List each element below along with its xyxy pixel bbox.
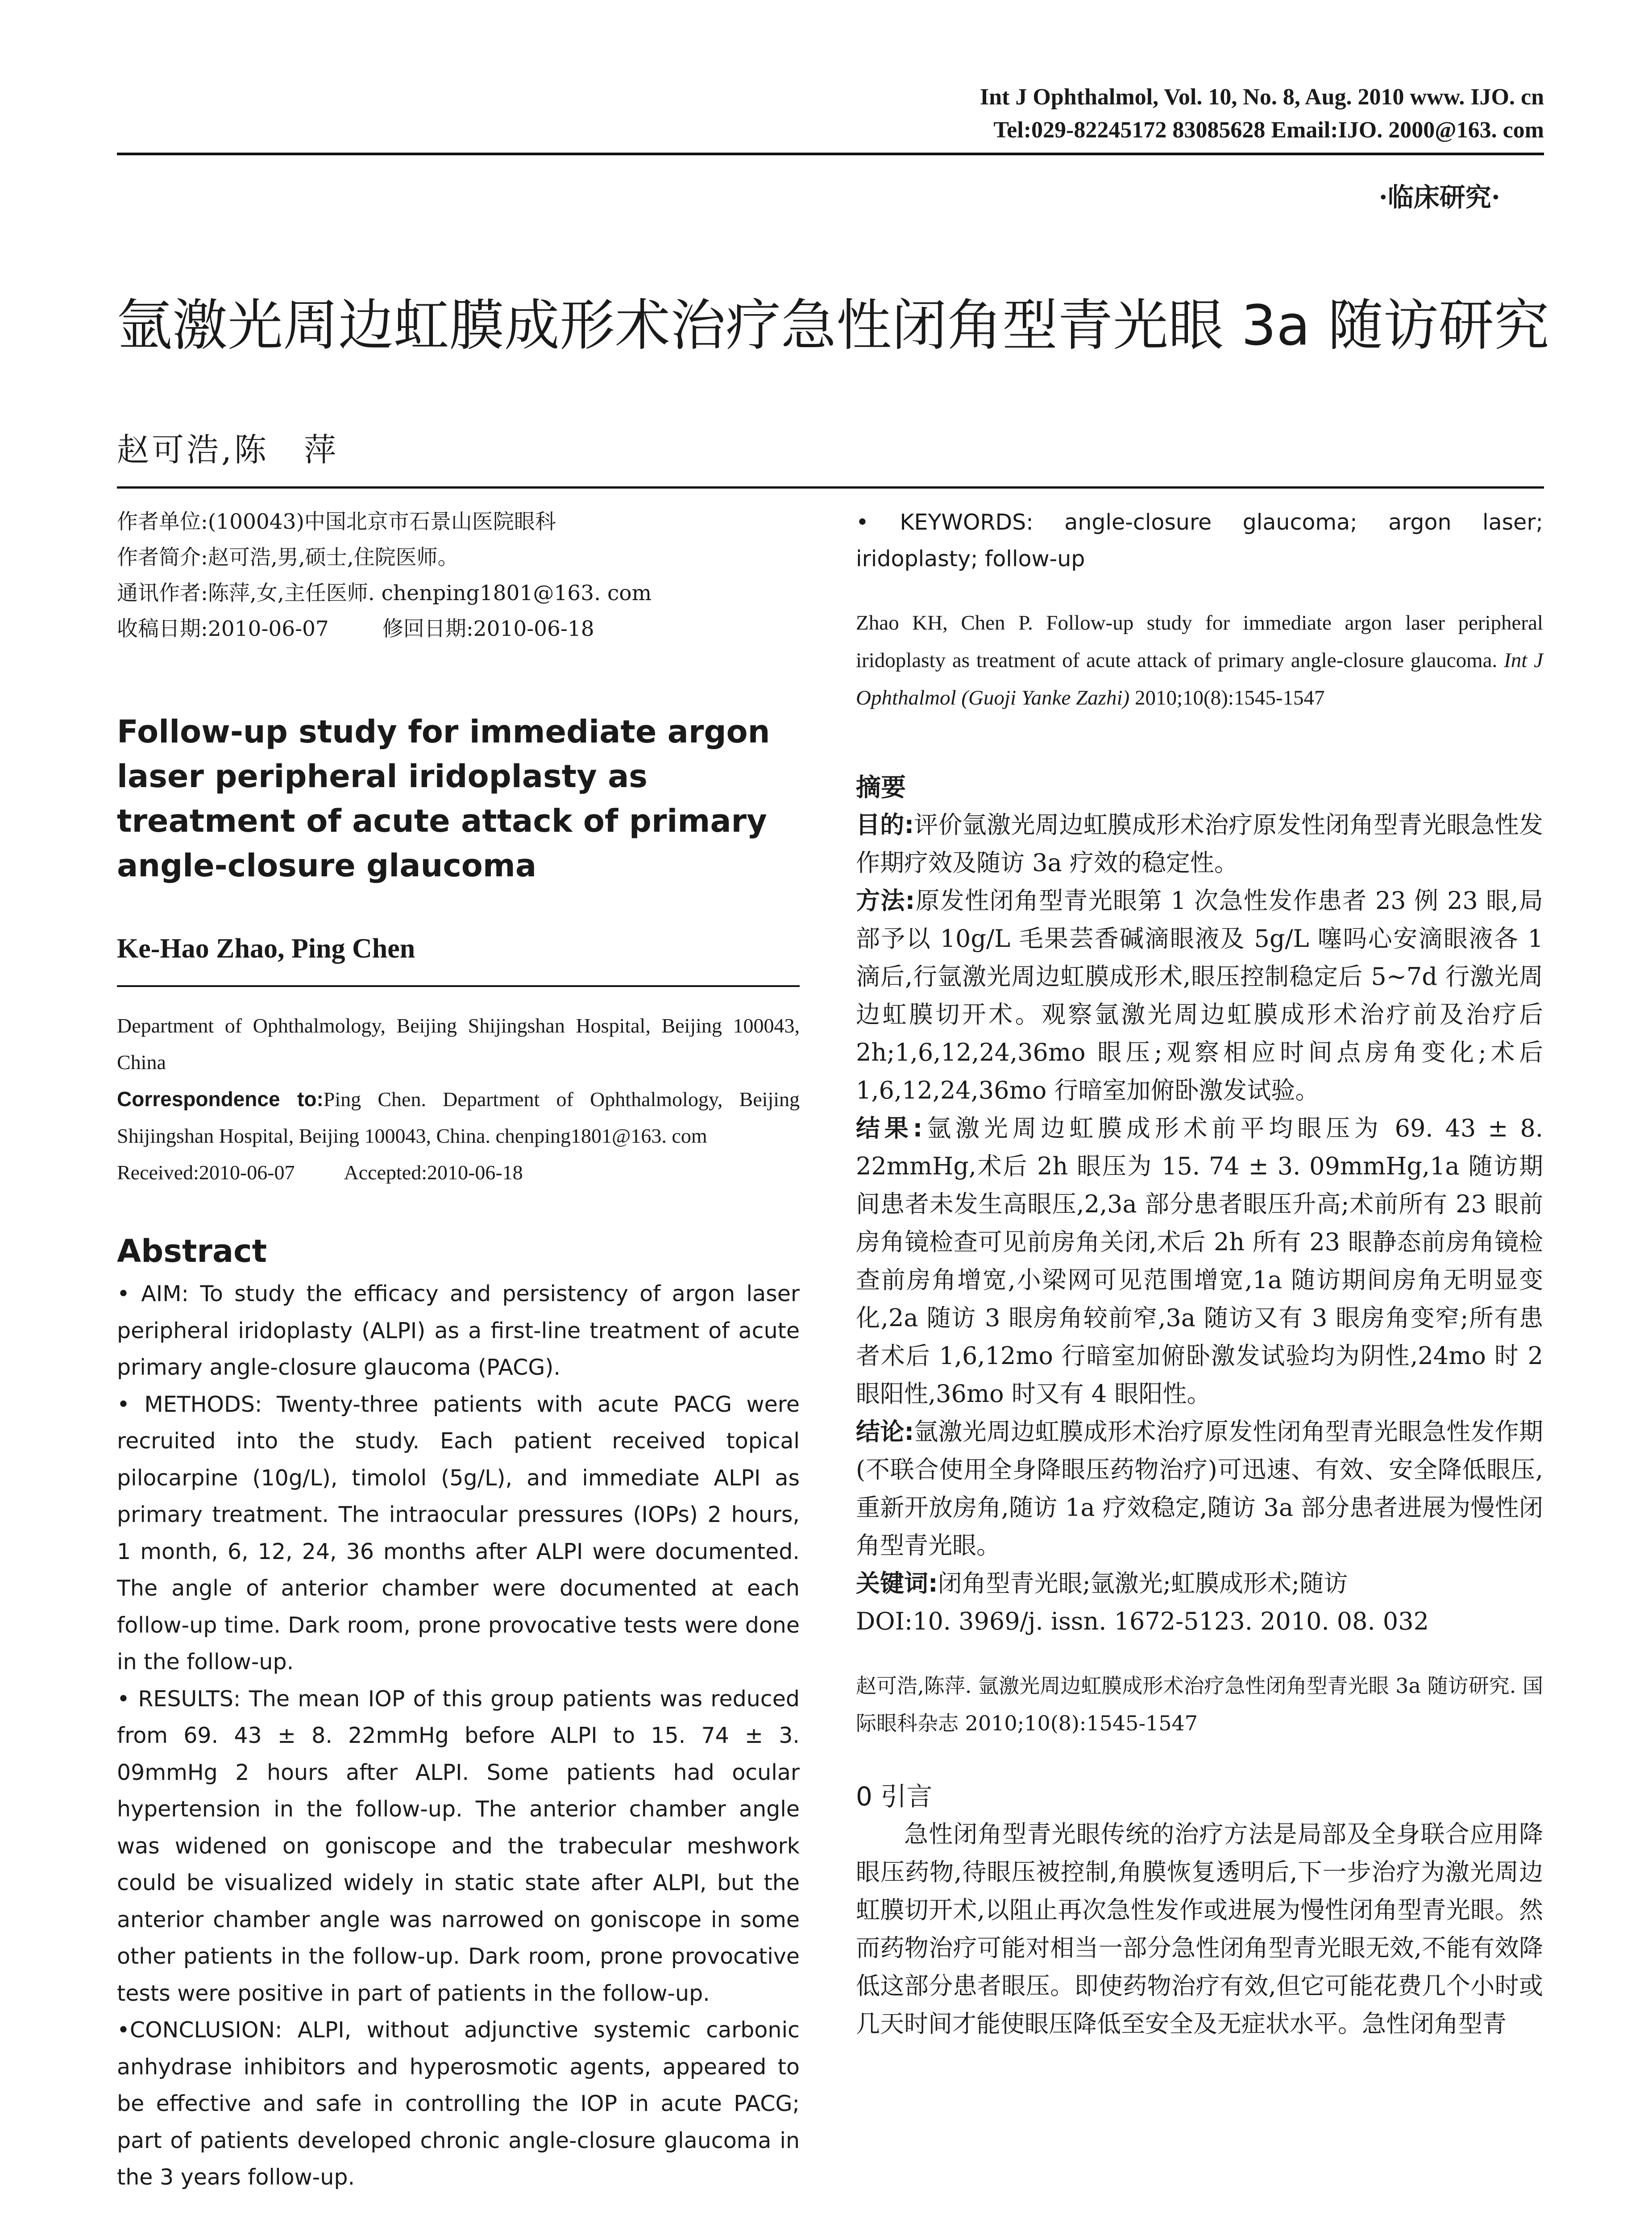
intro-heading: 0 引言 xyxy=(856,1781,933,1812)
zhaiyao-results xyxy=(856,1109,1543,1413)
journal-contact-line: Tel:029-82245172 83085628 Email:IJO. 2000@163. com xyxy=(993,117,1544,143)
left-column xyxy=(117,504,800,2196)
correspondence-cn: 通讯作者:陈萍,女,主任医师. chenping1801@163. com xyxy=(117,581,652,605)
zhaiyao-results-text: 氩激光周边虹膜成形术前平均眼压为 69. 43 ± 8. 22mmHg,术后 2h 眼压为 15. 74 ± 3. 09mmHg,1a 随访期间患者未发生高眼压,2,3a 部分患者眼压升高;术前所有 23 眼前房角镜检查可见前房角关闭,术后 2h 所有 23 眼静态前房角镜检查前房角增宽,小梁网可见范围增宽,1a 随访期间房角无明显变化,2a 随访 3 眼房角较前窄,3a 随访又有 3 眼房角变窄;所有患者术后 1,6,12mo 行暗室加俯卧激发试验均为阴性,24mo 时 2 眼阳性,36mo 时又有 4 眼阳性。 xyxy=(856,1114,1543,1408)
citation-en xyxy=(856,604,1543,717)
zhaiyao-results-label: 结果: xyxy=(856,1114,923,1142)
abstract-conclusion: •CONCLUSION: ALPI, without adjunctive systemic carbonic anhydrase inhibitors and hyperosmotic agents, appeared to be effective and safe in controlling the IOP in acute PACG; part of patients developed chronic angle-closure glaucoma in the 3 years follow-up. xyxy=(117,2017,800,2190)
citation-cn: 赵可浩,陈萍. 氩激光周边虹膜成形术治疗急性闭角型青光眼 3a 随访研究. 国际眼科杂志 2010;10(8):1545-1547 xyxy=(856,1674,1543,1735)
zhaiyao-aim xyxy=(856,806,1543,882)
zhaiyao-keywords-label: 关键词: xyxy=(856,1569,938,1597)
right-column xyxy=(856,504,1543,2043)
zhaiyao-conclusion xyxy=(856,1413,1543,1564)
author-bio-cn: 作者简介:赵可浩,男,硕士,住院医师。 xyxy=(117,545,459,570)
abstract-heading: Abstract xyxy=(117,1233,267,1269)
zhaiyao-keywords xyxy=(856,1564,1543,1602)
journal-info-line: Int J Ophthalmol, Vol. 10, No. 8, Aug. 2010 www. IJO. cn xyxy=(980,84,1544,110)
citation-en-tail: 2010;10(8):1545-1547 xyxy=(1129,686,1325,709)
revised-date-cn: 修回日期:2010-06-18 xyxy=(382,617,594,641)
zhaiyao-heading: 摘要 xyxy=(856,773,906,802)
header-divider xyxy=(117,153,1544,155)
correspondence-en xyxy=(117,1081,800,1154)
english-authors: Ke-Hao Zhao, Ping Chen xyxy=(117,933,415,964)
dates-cn xyxy=(117,611,800,647)
english-title: Follow-up study for immediate argon laser peripheral iridoplasty as treatment of acute attack of primary angle-closure glaucoma xyxy=(117,713,770,884)
correspondence-label: Correspondence to: xyxy=(117,1087,324,1111)
zhaiyao-conclusion-text: 氩激光周边虹膜成形术治疗原发性闭角型青光眼急性发作期(不联合使用全身降眼压药物治疗)可迅速、有效、安全降低眼压,重新开放房角,随访 1a 疗效稳定,随访 3a 部分患者进展为慢性闭角型青光眼。 xyxy=(856,1418,1543,1559)
abstract-methods: • METHODS: Twenty-three patients with acute PACG were recruited into the study. Each patient received topical pilocarpine (10g/L), timolol (5g/L), and immediate ALPI as primary treatment. The intraocular pressures (IOPs) 2 hours, 1 month, 6, 12, 24, 36 months after ALPI were documented. The angle of anterior chamber were documented at each follow-up time. Dark room, prone provocative tests were done in the follow-up. xyxy=(117,1391,800,1675)
zhaiyao-conclusion-label: 结论: xyxy=(856,1418,914,1446)
keywords-en: • KEYWORDS: angle-closure glaucoma; argon laser; iridoplasty; follow-up xyxy=(856,510,1543,572)
section-tag: ·临床研究· xyxy=(1378,182,1500,212)
authors-divider xyxy=(117,985,800,987)
department-en: Department of Ophthalmology, Beijing Shijingshan Hospital, Beijing 100043, China xyxy=(117,1014,800,1074)
received-date-cn: 收稿日期:2010-06-07 xyxy=(117,617,329,641)
affiliation-cn: 作者单位:(100043)中国北京市石景山医院眼科 xyxy=(117,510,556,534)
zhaiyao-keywords-text: 闭角型青光眼;氩激光;虹膜成形术;随访 xyxy=(938,1569,1348,1597)
received-date-en: Received:2010-06-07 xyxy=(117,1161,295,1184)
abstract-aim: • AIM: To study the efficacy and persistency of argon laser peripheral iridoplasty (ALPI) as a first-line treatment of acute primary angle-closure glaucoma (PACG). xyxy=(117,1281,800,1380)
zhaiyao-aim-text: 评价氩激光周边虹膜成形术治疗原发性闭角型青光眼急性发作期疗效及随访 3a 疗效的稳定性。 xyxy=(856,811,1543,877)
citation-en-text: Zhao KH, Chen P. Follow-up study for immediate argon laser peripheral iridoplasty as treatment of acute attack of primary angle-closure glaucoma. xyxy=(856,611,1543,672)
zhaiyao-methods-text: 原发性闭角型青光眼第 1 次急性发作患者 23 例 23 眼,局部予以 10g/L 毛果芸香碱滴眼液及 5g/L 噻吗心安滴眼液各 1 滴后,行氩激光周边虹膜成形术,眼压控制稳定后 5~7d 行激光周边虹膜切开术。观察氩激光周边虹膜成形术治疗前及治疗后 2h;1,6,12,24,36mo 眼压;观察相应时间点房角变化;术后 1,6,12,24,36mo 行暗室加俯卧激发试验。 xyxy=(856,887,1543,1104)
zhaiyao-methods xyxy=(856,882,1543,1109)
zhaiyao-aim-label: 目的: xyxy=(856,811,914,839)
abstract-body xyxy=(117,1276,800,2196)
intro-text: 急性闭角型青光眼传统的治疗方法是局部及全身联合应用降眼压药物,待眼压被控制,角膜恢复透明后,下一步治疗为激光周边虹膜切开术,以阻止再次急性发作或进展为慢性闭角型青光眼。然而药物治疗可能对相当一部分急性闭角型青光眼无效,不能有效降低这部分患者眼压。即使药物治疗有效,但它可能花费几个小时或几天时间才能使眼压降低至安全及无症状水平。急性闭角型青 xyxy=(856,1820,1543,2038)
abstract-results: • RESULTS: The mean IOP of this group patients was reduced from 69. 43 ± 8. 22mmHg before ALPI to 15. 74 ± 3. 09mmHg 2 hours after ALPI. Some patients had ocular hypertension in the follow-up. The anterior chamber angle was widened on goniscope and the trabecular meshwork could be visualized widely in static state after ALPI, but the anterior chamber angle was narrowed on goniscope in some other patients in the follow-up. Dark room, prone provocative tests were positive in part of patients in the follow-up. xyxy=(117,1686,800,2006)
authors-chinese: 赵可浩,陈 萍 xyxy=(117,431,339,469)
dates-en xyxy=(117,1154,800,1191)
correspondence-text: Ping Chen. Department of Ophthalmology, Beijing Shijingshan Hospital, Beijing 100043, China. chenping1801@163. com xyxy=(117,1088,800,1147)
citation-en-journal: Int J Ophthalmol (Guoji Yanke Zazhi) xyxy=(856,649,1543,709)
accepted-date-en: Accepted:2010-06-18 xyxy=(344,1161,523,1184)
title-divider xyxy=(117,486,1544,489)
article-title: 氩激光周边虹膜成形术治疗急性闭角型青光眼 3a 随访研究 xyxy=(117,294,1549,358)
doi: DOI:10. 3969/j. issn. 1672-5123. 2010. 08. 032 xyxy=(856,1607,1429,1635)
zhaiyao-methods-label: 方法: xyxy=(856,887,915,915)
affiliation-en-block xyxy=(117,1008,800,1191)
